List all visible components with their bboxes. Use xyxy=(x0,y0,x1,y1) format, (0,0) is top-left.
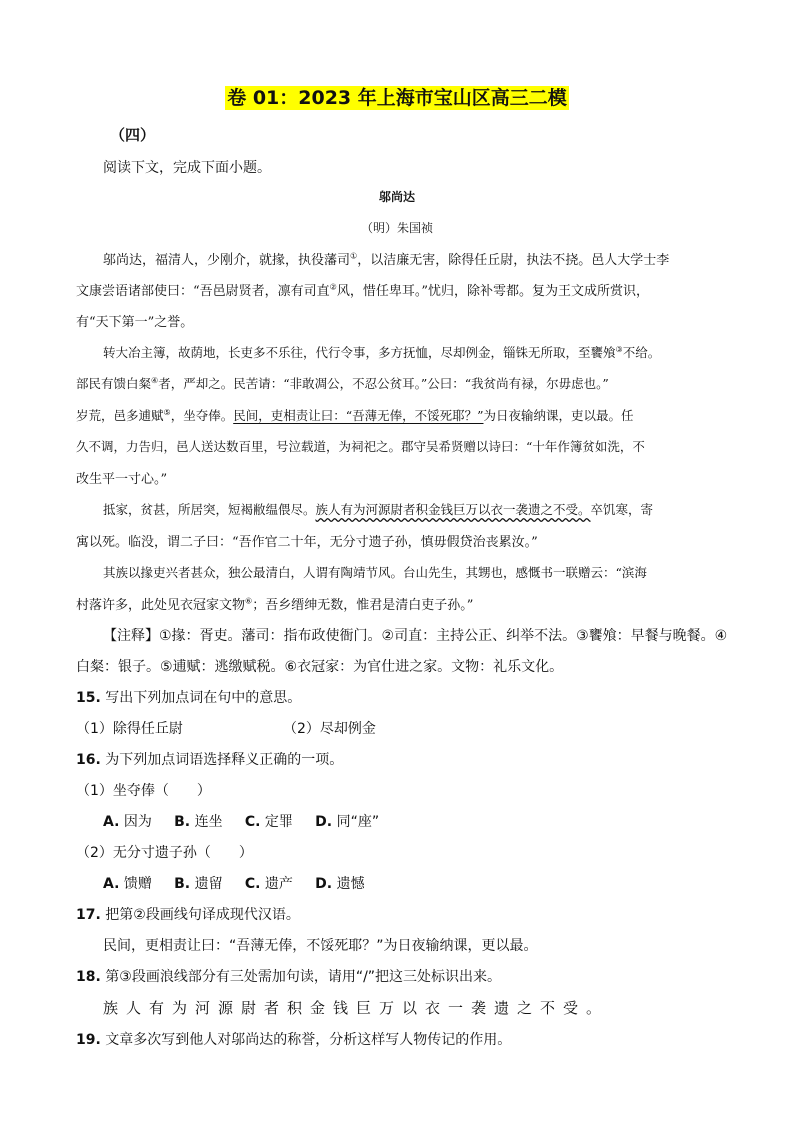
footnote-marker: ⑤ xyxy=(163,407,171,417)
instruction-text: 阅读下文，完成下面小题。 xyxy=(103,160,271,176)
passage-line xyxy=(103,500,653,518)
passage-line xyxy=(76,374,609,392)
footnote-marker: ② xyxy=(329,282,337,292)
question-18 xyxy=(76,966,501,986)
option-label: C. xyxy=(244,876,261,892)
option-label: C. xyxy=(244,814,261,830)
notes-line: 【注释】①掾：胥吏。藩司：指布政使衙门。②司直：主持公正、纠举不法。③饔飧：早餐与晚餐。④ xyxy=(103,628,728,644)
option-label: D. xyxy=(315,876,333,892)
text-run: ；吾乡缙绅无数，惟君是清白吏子孙。” xyxy=(252,598,474,613)
question-19 xyxy=(76,1029,511,1049)
text-run: ，坐夺俸。 xyxy=(170,408,234,423)
passage-line xyxy=(76,280,649,299)
footnote-marker: ⑥ xyxy=(245,596,253,606)
passage-line: 久不调，力告归，邑人送达数百里，号泣载道，为祠祀之。郡守吴希贤赠以诗曰：“十年作簿贫如洗，不 xyxy=(76,439,645,454)
text-run: 岁荒，邑多逋赋 xyxy=(76,408,164,423)
passage-line: 有“天下第一”之誉。 xyxy=(76,315,194,330)
question-17-sentence: 民间，更相责让曰：“吾薄无俸，不馁死耶？”为日夜输纳课，更以最。 xyxy=(103,938,538,954)
question-16-sub-2: （2）无分寸遗子孙（ ） xyxy=(76,845,253,861)
question-number: 17. xyxy=(76,907,101,923)
question-16-sub-1: （1）坐夺俸（ ） xyxy=(76,783,211,799)
footnote-marker: ① xyxy=(350,251,358,261)
passage-line xyxy=(76,406,634,424)
question-15 xyxy=(76,687,301,707)
option-text: 连坐 xyxy=(194,814,223,830)
wavy-underlined-sentence: 族人有为河源尉者积金钱巨万以衣一袭遗之不受。 xyxy=(315,502,591,517)
passage-line xyxy=(103,249,669,268)
passage-line xyxy=(76,594,473,613)
text-run: 为日夜输纳课，吏以最。任 xyxy=(483,408,634,423)
options-row xyxy=(103,811,379,831)
footnote-marker: ③ xyxy=(615,344,623,354)
question-15-item-2: （2）尽却例金 xyxy=(283,721,376,737)
option-label: B. xyxy=(174,814,191,830)
option-label: D. xyxy=(315,814,333,830)
options-row xyxy=(103,873,365,893)
title-container xyxy=(0,86,794,110)
text-run: 风，惜任卑耳。”忧归，除补雩都。复为王文成所赏识， xyxy=(336,284,649,299)
option-text: 馈赠 xyxy=(123,876,152,892)
passage-line: 改生平一寸心。” xyxy=(76,472,168,487)
option-text: 定罪 xyxy=(264,814,293,830)
option-text: 遗憾 xyxy=(336,876,365,892)
question-text: 第③段画浪线部分有三处需加句读，请用“/”把这三处标识出来。 xyxy=(105,969,502,985)
passage-title: 邬尚达 xyxy=(378,190,415,204)
option-label: A. xyxy=(103,814,120,830)
text-run: ，以洁廉无害，除得任丘尉，执法不挠。邑人大学士李 xyxy=(357,253,670,268)
footnote-marker: ④ xyxy=(151,375,159,385)
question-text: 为下列加点词语选择释义正确的一项。 xyxy=(105,752,344,768)
option-label: B. xyxy=(174,876,191,892)
question-text: 文章多次写到他人对邬尚达的称誉，分析这样写人物传记的作用。 xyxy=(105,1032,512,1048)
text-run: 卒饥寒，寄 xyxy=(590,502,654,517)
option-text: 因为 xyxy=(123,814,152,830)
text-run: 邬尚达，福清人，少刚介，就掾，执役藩司 xyxy=(103,253,351,268)
question-number: 19. xyxy=(76,1032,101,1048)
option-text: 遗产 xyxy=(264,876,293,892)
question-18-sentence: 族人有为河源尉者积金钱巨万以衣一袭遗之不受。 xyxy=(103,999,610,1017)
text-run: 者，严却之。民苦请：“非敢凋公，不忍公贫耳。”公曰：“我贫尚有禄，尔毋虑也。” xyxy=(158,376,609,391)
question-number: 16. xyxy=(76,752,101,768)
section-label: （四） xyxy=(110,126,156,144)
underlined-sentence: 民间，吏相责让曰：“吾薄无俸，不馁死耶？” xyxy=(233,408,484,423)
question-text: 写出下列加点词在句中的意思。 xyxy=(105,690,302,706)
passage-author: （明）朱国祯 xyxy=(360,221,433,235)
text-run: 不给。 xyxy=(622,345,661,360)
passage-line xyxy=(103,343,660,361)
text-run: 部民有馈白粲 xyxy=(76,376,152,391)
text-run: 转大冶主簿，故荫地，长吏多不乐往，代行令事，多方抚恤，尽却例金，锱铢无所取，至饔飧 xyxy=(103,345,616,360)
option-label: A. xyxy=(103,876,120,892)
text-run: 抵家，贫甚，所居突，短褐敝缊偎尽。 xyxy=(103,502,316,517)
passage-line: 其族以掾吏兴者甚众，独公最清白，人谓有陶靖节风。台山先生，其甥也，感慨书一联赠云：“滨海 xyxy=(103,565,647,580)
text-run: 文康尝语诸部使曰：“吾邑尉贤者，凛有司直 xyxy=(76,284,330,299)
passage-line: 寓以死。临没，谓二子曰：“吾作官二十年，无分寸遗子孙，慎毋假贷治丧累汝。” xyxy=(76,535,538,550)
page-title: 卷 01：2023 年上海市宝山区高三二模 xyxy=(227,87,567,109)
question-17 xyxy=(76,904,300,924)
option-text: 遗留 xyxy=(194,876,223,892)
notes-line: 白粲：银子。⑤逋赋：逃缴赋税。⑥衣冠家：为官仕进之家。文物：礼乐文化。 xyxy=(76,659,564,675)
question-text: 把第②段画线句译成现代汉语。 xyxy=(105,907,300,923)
option-text: 同“座” xyxy=(336,814,380,830)
text-run: 村落许多，此处见衣冠家文物 xyxy=(76,598,246,613)
question-15-item-1: （1）除得任丘尉 xyxy=(76,721,183,737)
question-number: 15. xyxy=(76,690,101,706)
question-number: 18. xyxy=(76,969,101,985)
question-16 xyxy=(76,749,343,769)
